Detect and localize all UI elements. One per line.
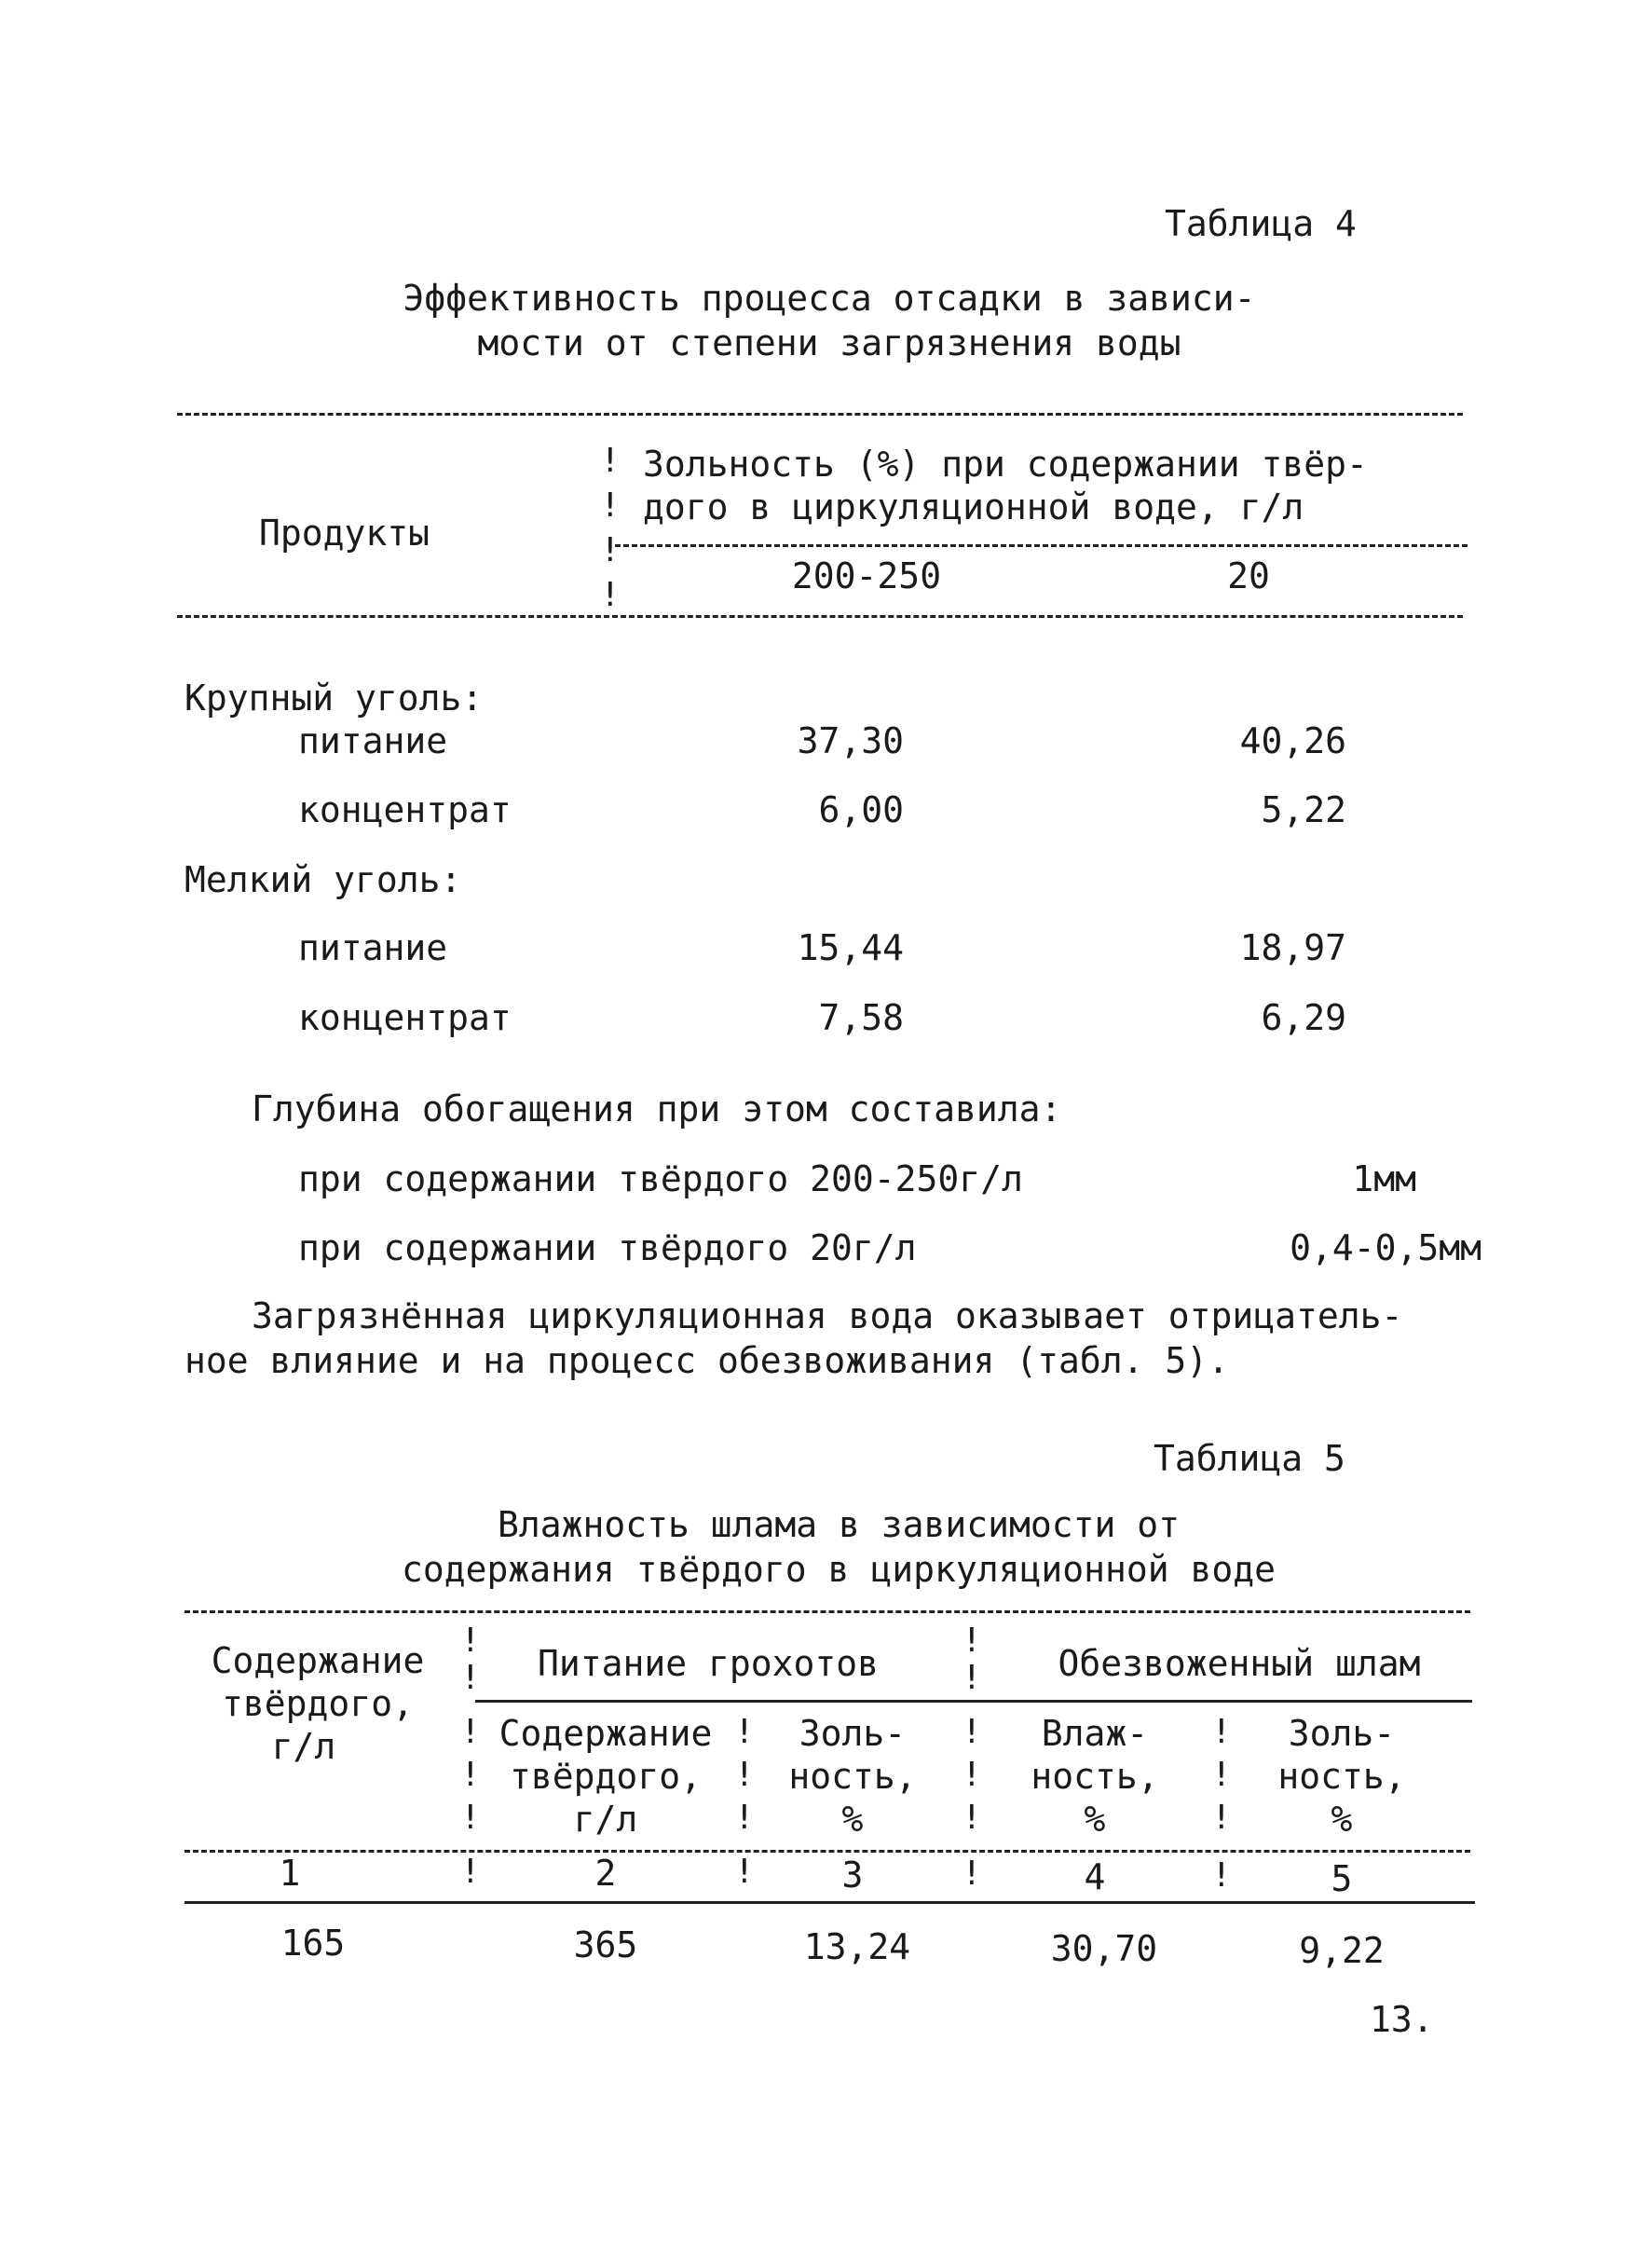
table5-separator: ! <box>734 1713 755 1751</box>
table5-col3-header: ность, <box>788 1756 917 1797</box>
table4-label: Таблица 4 <box>1165 203 1357 244</box>
table4-col-20: 20 <box>1227 555 1270 596</box>
depth-line1-text: при содержании твёрдого 200-250г/л <box>298 1158 1023 1199</box>
table5-col3-header: % <box>841 1799 864 1840</box>
table5-col-number: 2 <box>594 1853 617 1894</box>
table5-separator: ! <box>460 1622 481 1660</box>
table5-number-rule <box>184 1901 1475 1904</box>
table5-cell: 9,22 <box>1299 1930 1385 1971</box>
depth-line1-value: 1мм <box>1352 1158 1416 1199</box>
table4-value: 6,00 <box>818 789 904 830</box>
table5-col1-header: г/л <box>271 1726 336 1767</box>
table4-row-label: концентрат <box>298 997 512 1038</box>
table5-separator: ! <box>734 1853 755 1891</box>
table5-caption-line1: Влажность шлама в зависимости от <box>497 1504 1181 1545</box>
table4-header-bottom-rule <box>177 615 1463 618</box>
paragraph-line1: Загрязнённая циркуляционная вода оказывает отрицатель- <box>252 1295 1403 1336</box>
table4-ash-header-line1: Зольность (%) при содержании твёр- <box>643 444 1368 485</box>
table5-separator: ! <box>962 1855 982 1893</box>
table5-col1-header: Содержание <box>211 1640 425 1681</box>
table5-separator: ! <box>962 1713 982 1751</box>
table5-separator: ! <box>1211 1799 1232 1837</box>
table5-cell: 165 <box>280 1923 346 1964</box>
table5-col4-header: % <box>1084 1799 1106 1840</box>
table5-cell: 365 <box>573 1924 638 1965</box>
table5-col-number: 5 <box>1331 1858 1353 1899</box>
table5-col4-header: ность, <box>1031 1756 1159 1797</box>
table4-value: 6,29 <box>1261 997 1346 1038</box>
table4-value: 37,30 <box>797 720 904 761</box>
table5-top-rule <box>184 1610 1470 1613</box>
depth-line2-value: 0,4-0,5мм <box>1290 1227 1481 1268</box>
table4-col-200-250: 200-250 <box>791 555 942 596</box>
table5-separator: ! <box>1211 1713 1232 1751</box>
table5-caption-line2: содержания твёрдого в циркуляционной воде <box>402 1549 1276 1590</box>
table4-value: 15,44 <box>797 927 904 968</box>
table5-feed-group-header: Питание грохотов <box>537 1643 880 1684</box>
table5-separator: ! <box>734 1756 755 1794</box>
table5-separator: ! <box>1211 1756 1232 1794</box>
table5-col2-header: твёрдого, <box>510 1756 702 1797</box>
table4-group-coarse: Крупный уголь: <box>184 678 484 719</box>
table5-separator: ! <box>734 1799 755 1837</box>
table4-row-label: питание <box>298 927 448 968</box>
table5-col1-header: твёрдого, <box>222 1683 414 1724</box>
depth-line2-text: при содержании твёрдого 20г/л <box>298 1227 917 1268</box>
table4-sub-rule <box>615 544 1468 547</box>
table5-separator: ! <box>962 1659 982 1697</box>
table5-separator: ! <box>460 1756 481 1794</box>
table5-col5-header: ность, <box>1277 1756 1406 1797</box>
table5-label: Таблица 5 <box>1154 1438 1345 1479</box>
table5-separator: ! <box>460 1799 481 1837</box>
table4-caption-line1: Эффективность процесса отсадки в зависи- <box>403 278 1256 319</box>
table5-separator: ! <box>962 1799 982 1837</box>
table5-cell: 13,24 <box>803 1926 911 1967</box>
table5-dewatered-group-header: Обезвоженный шлам <box>1058 1643 1421 1684</box>
table5-col-number: 4 <box>1084 1856 1106 1897</box>
table5-col5-header: Золь- <box>1288 1713 1396 1754</box>
table5-separator: ! <box>460 1713 481 1751</box>
table4-separator: ! <box>600 531 621 569</box>
table4-separator: ! <box>600 486 621 525</box>
table5-separator: ! <box>962 1756 982 1794</box>
table5-cell: 30,70 <box>1050 1928 1158 1969</box>
table5-col-number: 1 <box>279 1853 301 1894</box>
table4-row-label: концентрат <box>298 789 512 830</box>
table5-col4-header: Влаж- <box>1041 1713 1149 1754</box>
table4-row-label: питание <box>298 720 448 761</box>
table5-col2-header: г/л <box>573 1799 638 1840</box>
table4-group-fine: Мелкий уголь: <box>184 859 462 900</box>
table4-ash-header-line2: дого в циркуляционной воде, г/л <box>643 486 1304 527</box>
table5-col5-header: % <box>1331 1799 1353 1840</box>
table5-col2-header: Содержание <box>498 1713 713 1754</box>
table4-separator: ! <box>600 442 621 480</box>
depth-intro: Глубина обогащения при этом составила: <box>252 1088 1062 1129</box>
table4-top-rule <box>177 413 1463 416</box>
table5-col3-header: Золь- <box>799 1713 907 1754</box>
page-number: 13. <box>1370 1999 1434 2040</box>
table5-separator: ! <box>962 1622 982 1660</box>
table4-products-header: Продукты <box>259 513 430 554</box>
table4-value: 7,58 <box>818 997 904 1038</box>
table5-separator: ! <box>460 1853 481 1891</box>
table5-separator: ! <box>1211 1856 1232 1895</box>
table4-separator: ! <box>600 576 621 614</box>
table4-value: 40,26 <box>1239 720 1346 761</box>
table5-col-number: 3 <box>841 1855 864 1896</box>
table4-value: 5,22 <box>1261 789 1346 830</box>
table4-value: 18,97 <box>1239 927 1346 968</box>
table5-separator: ! <box>460 1659 481 1697</box>
table4-caption-line2: мости от степени загрязнения воды <box>477 322 1181 363</box>
table5-group-rule <box>475 1700 1472 1703</box>
paragraph-line2: ное влияние и на процесс обезвоживания (табл. 5). <box>184 1340 1230 1381</box>
